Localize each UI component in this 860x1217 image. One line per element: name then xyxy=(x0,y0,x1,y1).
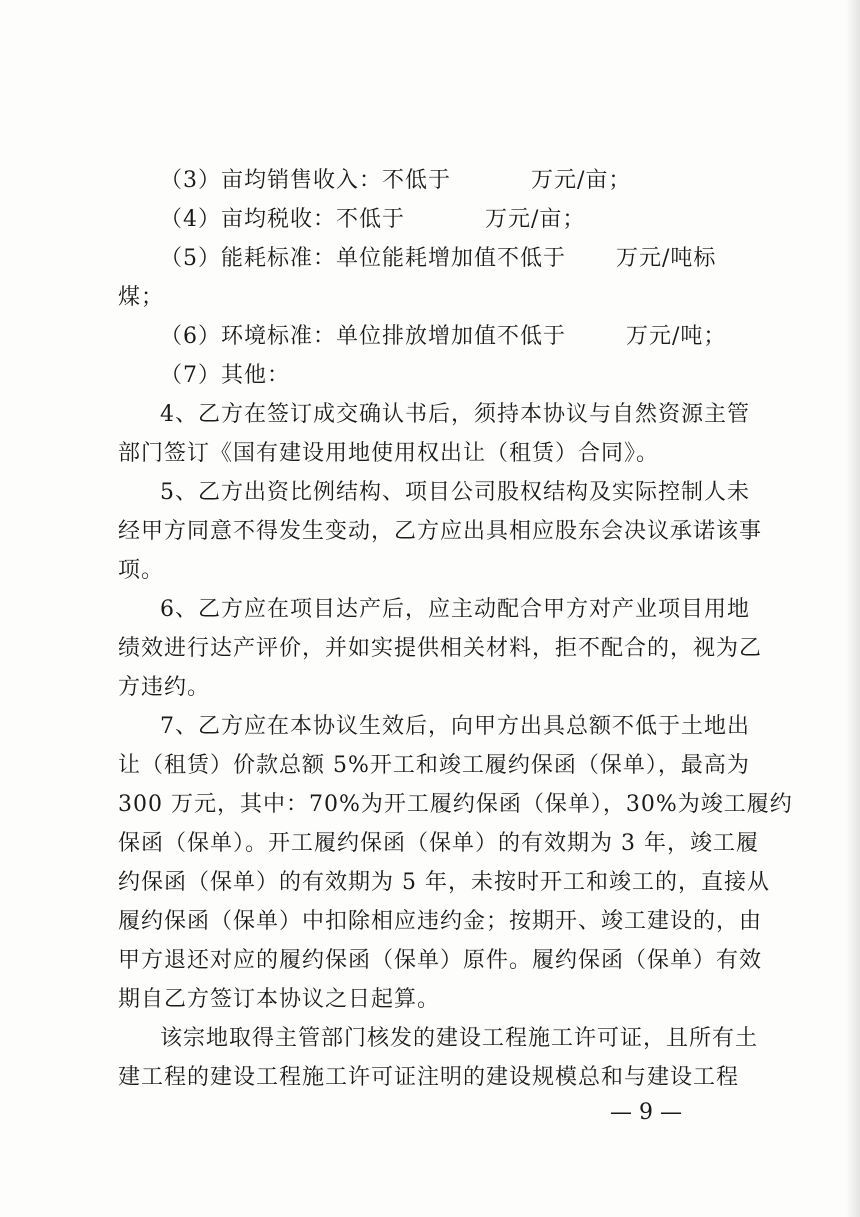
text-line: 约保函（保单）的有效期为 5 年，未按时开工和竣工的，直接从 xyxy=(118,870,770,895)
text-line: 甲方退还对应的履约保函（保单）原件。履约保函（保单）有效 xyxy=(118,948,763,973)
text-line: （6）环境标准：单位排放增加值不低于 万元/吨； xyxy=(160,324,727,349)
text-line: 保函（保单）。开工履约保函（保单）的有效期为 3 年，竣工履 xyxy=(118,831,759,856)
text-line: 让（租赁）价款总额 5%开工和竣工履约保函（保单），最高为 xyxy=(118,753,750,778)
text-line: （3）亩均销售收入：不低于 万元/亩； xyxy=(160,168,632,193)
text-line: 方违约。 xyxy=(118,675,211,700)
text-line: （7）其他： xyxy=(160,363,290,388)
text-line: 项。 xyxy=(118,558,165,583)
text-line: 7、乙方应在本协议生效后，向甲方出具总额不低于土地出 xyxy=(160,714,750,739)
text-line: 部门签订《国有建设用地使用权出让（租赁）合同》。 xyxy=(118,441,660,466)
text-line: （4）亩均税收：不低于 万元/亩； xyxy=(160,207,586,232)
text-line: 履约保函（保单）中扣除相应违约金；按期开、竣工建设的，由 xyxy=(118,909,763,934)
text-line: 煤； xyxy=(118,285,165,310)
text-line: 300 万元，其中：70%为开工履约保函（保单），30%为竣工履约 xyxy=(118,792,793,817)
text-line: 该宗地取得主管部门核发的建设工程施工许可证，且所有土 xyxy=(160,1026,759,1051)
text-line: 4、乙方在签订成交确认书后，须持本协议与自然资源主管 xyxy=(160,402,750,427)
text-line: 经甲方同意不得发生变动，乙方应出具相应股东会决议承诺该事 xyxy=(118,519,763,544)
page-edge-shadow xyxy=(846,0,860,1217)
text-line: 期自乙方签订本协议之日起算。 xyxy=(118,987,441,1012)
text-line: 绩效进行达产评价，并如实提供相关材料，拒不配合的，视为乙 xyxy=(118,636,763,661)
text-line: （5）能耗标准：单位能耗增加值不低于 万元/吨标 xyxy=(160,246,717,271)
text-line: 建工程的建设工程施工许可证注明的建设规模总和与建设工程 xyxy=(118,1065,740,1090)
text-line: 6、乙方应在项目达产后，应主动配合甲方对产业项目用地 xyxy=(160,597,750,622)
page-number: — 9 — xyxy=(610,1100,682,1125)
text-line: 5、乙方出资比例结构、项目公司股权结构及实际控制人未 xyxy=(160,480,750,505)
